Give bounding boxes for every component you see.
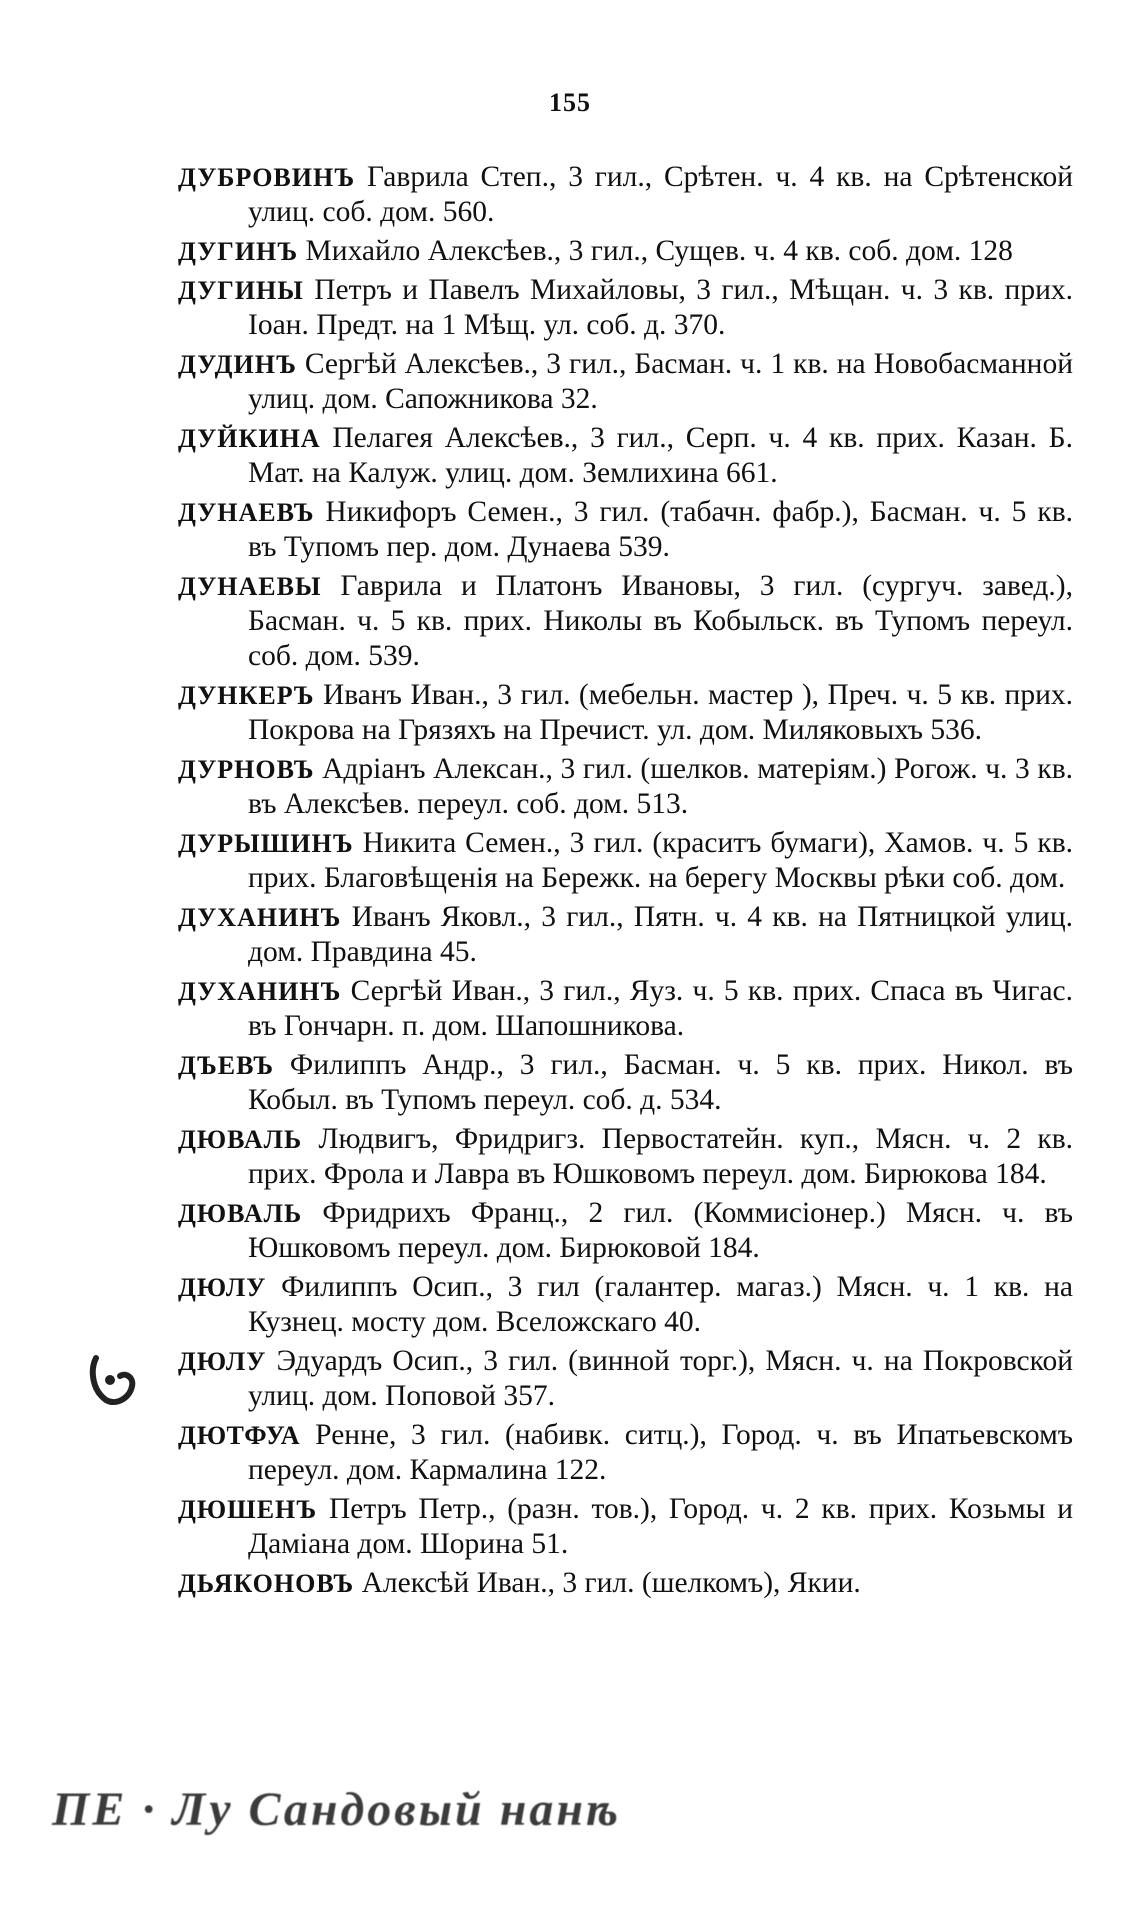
directory-entry: [178, 1270, 1073, 1340]
directory-entry: [178, 273, 1073, 343]
entry-surname: ДЮЛУ: [178, 1347, 267, 1376]
entry-surname: ДУНАЕВЫ: [178, 572, 322, 601]
entry-surname: ДУДИНЪ: [178, 350, 297, 379]
directory-entry: [178, 826, 1073, 896]
entry-surname: ДУБРОВИНЪ: [178, 163, 356, 192]
entry-text: Петръ Петр., (разн. тов.), Город. ч. 2 кв. прих. Козьмы и Даміана дом. Шорина 51.: [248, 1493, 1073, 1560]
directory-entry: [178, 421, 1073, 491]
entry-surname: ДЮШЕНЪ: [178, 1495, 318, 1524]
entry-surname: ДУНКЕРЪ: [178, 681, 315, 710]
entry-surname: ДУХАНИНЪ: [178, 903, 342, 932]
directory-entry: [178, 495, 1073, 565]
directory-entry: [178, 1418, 1073, 1488]
entry-text: Ренне, 3 гил. (набивк. ситц.), Город. ч. въ Ипатьевскомъ переул. дом. Кармалина 122.: [248, 1419, 1074, 1486]
directory-entry: [178, 1492, 1073, 1562]
entry-surname: ДЮВАЛЬ: [178, 1199, 303, 1228]
entry-text: Людвигъ, Фридригз. Первостатейн. куп., Мясн. ч. 2 кв. прих. Фрола и Лавра въ Юшковомъ переул. дом. Бирюкова 184.: [248, 1123, 1074, 1190]
entry-text: Фридрихъ Франц., 2 гил. (Коммисіонер.) Мясн. ч. въ Юшковомъ переул. дом. Бирюковой 184.: [248, 1197, 1073, 1264]
directory-entry: [178, 1566, 1073, 1601]
entry-surname: ДУРЫШИНЪ: [178, 829, 354, 858]
directory-entry: [178, 974, 1073, 1044]
entry-surname: ДЮТФУА: [178, 1421, 301, 1450]
directory-entry: [178, 160, 1073, 230]
directory-entry: [178, 347, 1073, 417]
entry-text: Адріанъ Алексан., 3 гил. (шелков. матеріям.) Рогож. ч. 3 кв. въ Алексѣев. переул. соб. дом. 513.: [248, 753, 1073, 820]
entry-text: Сергѣй Алексѣев., 3 гил., Басман. ч. 1 кв. на Новобасманной улиц. дом. Сапожникова 32.: [248, 348, 1074, 415]
directory-entries: [178, 160, 1073, 1605]
entry-text: Никита Семен., 3 гил. (краситъ бумаги), Хамов. ч. 5 кв. прих. Благовѣщенія на Бережк. на берегу Москвы рѣки соб. дом.: [248, 827, 1074, 894]
entry-surname: ДЮЛУ: [178, 1273, 267, 1302]
entry-text: Эдуардъ Осип., 3 гил. (винной торг.), Мясн. ч. на Покровской улиц. дом. Поповой 357.: [248, 1345, 1074, 1412]
entry-surname: ДУЙКИНА: [178, 424, 321, 453]
directory-entry: [178, 900, 1073, 970]
directory-entry: [178, 1048, 1073, 1118]
entry-surname: ДУГИНЫ: [178, 276, 304, 305]
entry-surname: ДУНАЕВЪ: [178, 498, 315, 527]
entry-text: Никифоръ Семен., 3 гил. (табачн. фабр.), Басман. ч. 5 кв. въ Тупомъ пер. дом. Дунаева 539.: [248, 496, 1073, 563]
entry-surname: ДУХАНИНЪ: [178, 977, 342, 1006]
entry-surname: ДУРНОВЪ: [178, 755, 315, 784]
entry-text: Сергѣй Иван., 3 гил., Яуз. ч. 5 кв. прих. Спаса въ Чигас. въ Гончарн. п. дом. Шапошникова.: [248, 975, 1074, 1042]
entry-text: Иванъ Яковл., 3 гил., Пятн. ч. 4 кв. на Пятницкой улиц. дом. Правдина 45.: [248, 901, 1073, 968]
entry-text: Гаврила Степ., 3 гил., Срѣтен. ч. 4 кв. на Срѣтенской улиц. соб. дом. 560.: [248, 161, 1073, 228]
entry-surname: ДЪЕВЪ: [178, 1051, 274, 1080]
entry-text: Алексѣй Иван., 3 гил. (шелкомъ), Якии.: [361, 1567, 861, 1599]
directory-entry: [178, 1344, 1073, 1414]
directory-entry: [178, 678, 1073, 748]
directory-entry: [178, 752, 1073, 822]
entry-text: Гаврила и Платонъ Ивановы, 3 гил. (сургуч. завед.), Басман. ч. 5 кв. прих. Николы въ Кобыльск. въ Тупомъ переул. соб. дом. 539.: [248, 570, 1074, 672]
entry-surname: ДУГИНЪ: [178, 237, 299, 266]
directory-entry: [178, 1196, 1073, 1266]
entry-text: Иванъ Иван., 3 гил. (мебельн. мастер ), Преч. ч. 5 кв. прих. Покрова на Грязяхъ на Пречист. ул. дом. Миляковыхъ 536.: [248, 679, 1073, 746]
entry-text: Филиппъ Андр., 3 гил., Басман. ч. 5 кв. прих. Никол. въ Кобыл. въ Тупомъ переул. соб. д. 534.: [248, 1049, 1073, 1116]
entry-surname: ДЮВАЛЬ: [178, 1125, 303, 1154]
directory-entry: [178, 569, 1073, 674]
ink-mark-icon: [86, 1350, 138, 1408]
footer-handwriting: ПЕ · Лу Сандовый нанѣ: [52, 1783, 622, 1836]
directory-entry: [178, 1122, 1073, 1192]
entry-text: Филиппъ Осип., 3 гил (галантер. магаз.) Мясн. ч. 1 кв. на Кузнец. мосту дом. Вселожскаго 40.: [248, 1271, 1073, 1338]
entry-text: Петръ и Павелъ Михайловы, 3 гил., Мѣщан. ч. 3 кв. прих. Іоан. Предт. на 1 Мѣщ. ул. соб. д. 370.: [248, 274, 1073, 341]
directory-entry: [178, 234, 1073, 269]
entry-surname: ДЬЯКОНОВЪ: [178, 1569, 355, 1598]
entry-text: Пелагея Алексѣев., 3 гил., Серп. ч. 4 кв. прих. Казан. Б. Мат. на Калуж. улиц. дом. Землихина 661.: [248, 422, 1073, 489]
entry-text: Михайло Алексѣев., 3 гил., Сущев. ч. 4 кв. соб. дом. 128: [305, 235, 1013, 267]
page-number: 155: [549, 88, 591, 117]
